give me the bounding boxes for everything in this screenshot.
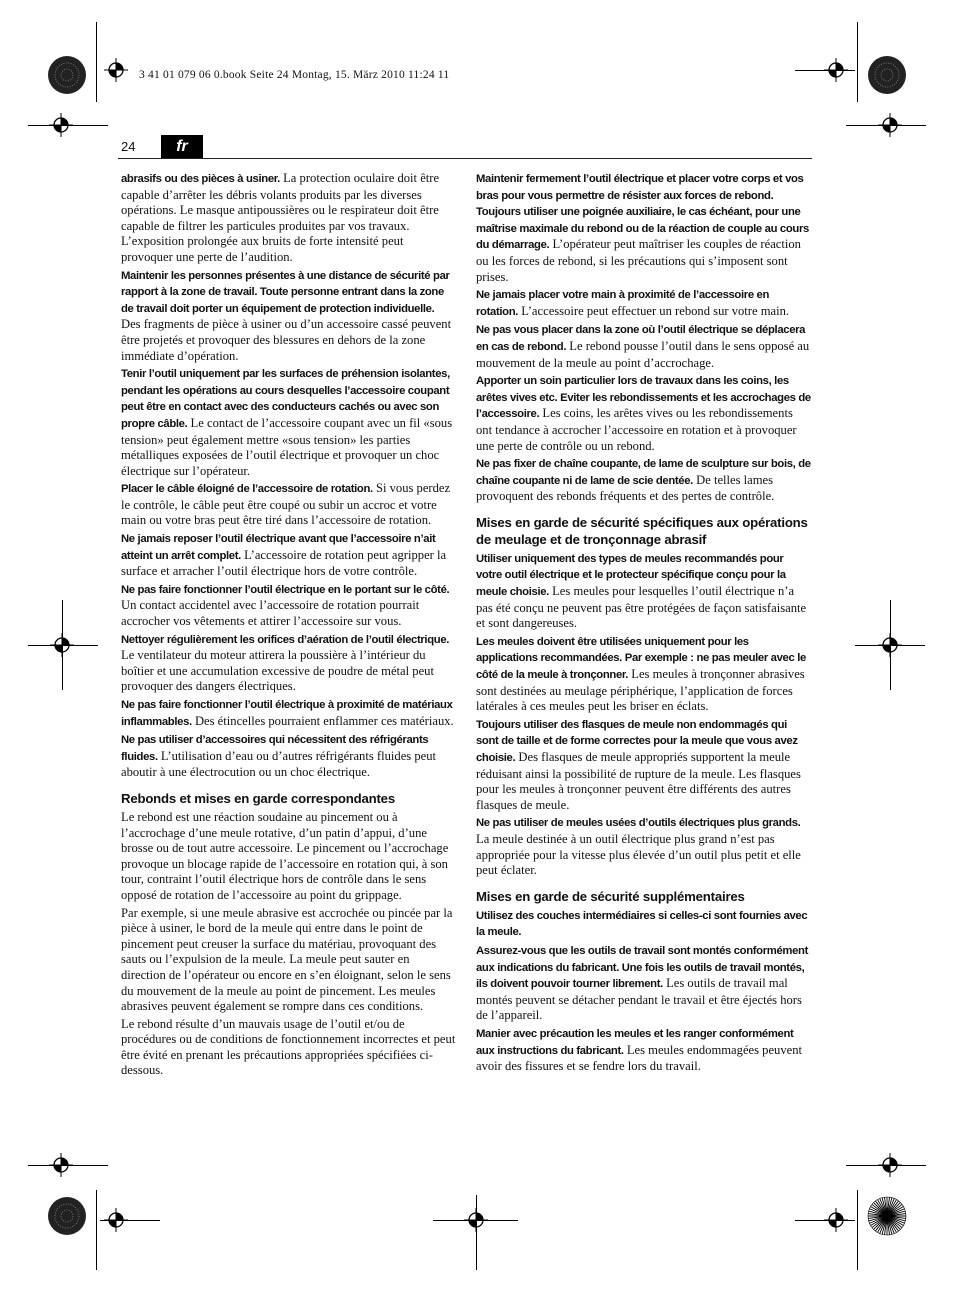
paragraph-lead: Utiliser uniquement des types de meules recommandés pour votre outil électrique et le protecteur spécifique conçu pour la meule choisie. [476, 552, 786, 599]
paragraph-lead: Ne pas vous placer dans la zone où l’outil électrique se déplacera en cas de rebond. [476, 324, 806, 353]
paragraph [121, 582, 457, 630]
paragraph-lead: Maintenir fermement l’outil électrique et placer votre corps et vos bras pour vous permettre de résister aux forces de rebond. Toujours utiliser une poignée auxiliaire, le cas échéant, pour une maîtrise maximale du rebond ou de la réaction de couple au cours du démarrage. [476, 173, 809, 252]
paragraph-lead: Ne jamais placer votre main à proximité de l’accessoire en rotation. [476, 289, 770, 318]
registration-mark-icon [824, 58, 848, 82]
paragraph [476, 551, 812, 632]
book-header-info: 3 41 01 079 06 0.book Seite 24 Montag, 15. März 2010 11:24 11 [139, 69, 450, 81]
paragraph [121, 906, 457, 1015]
section-heading: Mises en garde de sécurité supplémentaires [476, 888, 745, 904]
paragraph-lead: Ne pas fixer de chaîne coupante, de lame de sculpture sur bois, de chaîne coupante ni de lame de scie dentée. [476, 458, 811, 487]
star-target-icon [867, 55, 907, 95]
paragraph-lead: Ne pas faire fonctionner l’outil électrique à proximité de matériaux inflammables. [121, 699, 453, 728]
paragraph-body: L’accessoire peut effectuer un rebond sur votre main. [518, 303, 790, 318]
paragraph-lead: Les meules doivent être utilisées uniquement pour les applications recommandées. Par exemple : ne pas meuler avec le côté de la meule à tronçonner. [476, 635, 806, 682]
paragraph-body: Des flasques de meule appropriés supportent la meule réduisant ainsi la possibilité de rupture de la meule. Les flasques pour les meules à tronçonner peuvent être différents des autres flasques de meule. [476, 750, 801, 812]
paragraph-lead: Nettoyer régulièrement les orifices d’aération de l’outil électrique. [121, 633, 450, 646]
paragraph-body: L’utilisation d’eau ou d’autres réfrigérants fluides peut aboutir à une électrocution ou un choc électrique. [121, 748, 437, 780]
registration-mark-icon [878, 113, 902, 137]
section-heading: Mises en garde de sécurité spécifiques aux opérations de meulage et de tronçonnage abrasif [476, 514, 808, 547]
paragraph [476, 815, 812, 878]
star-target-icon [47, 1196, 87, 1236]
paragraph [121, 1017, 457, 1079]
paragraph [476, 373, 812, 454]
registration-mark-icon [878, 1153, 902, 1177]
paragraph-body: Si vous perdez le contrôle, le câble peut être coupé ou subir un accroc et votre main ou votre bras peut être tiré dans l’accessoire de rotation. [121, 481, 451, 528]
registration-mark-icon [49, 113, 73, 137]
paragraph [476, 908, 812, 941]
paragraph [476, 943, 812, 1024]
paragraph-body: Le rebond résulte d’un mauvais usage de l’outil et/ou de procédures ou de conditions de fonctionnement incorrectes et peut être évité en prenant les précautions appropriées spécifiées ci-dessous. [121, 1016, 456, 1078]
paragraph [121, 632, 457, 695]
paragraph-body: Les meules à tronçonner abrasives sont destinées au meulage périphérique, l’application de forces latérales à ces meules peut les briser en éclats. [476, 667, 805, 714]
paragraph [121, 268, 457, 365]
paragraph-lead: Ne pas utiliser d’accessoires qui nécessitent des réfrigérants fluides. [121, 734, 429, 763]
radial-star-icon [867, 1196, 907, 1236]
paragraph-lead: Assurez-vous que les outils de travail sont montés conformément aux indications du fabricant. Une fois les outils de travail montés, ils doivent pouvoir tourner librement. [476, 944, 808, 991]
paragraph-lead: Tenir l’outil uniquement par les surfaces de préhension isolantes, pendant les opérations au cours desquelles l’accessoire coupant peut être en contact avec des conducteurs cachés ou avec son propre câble. [121, 368, 450, 430]
paragraph-body: Le contact de l’accessoire coupant avec un fil «sous tension» peut également mettre «sous tension» les parties métalliques exposées de l’outil électrique et provoquer un choc électrique sur l’opérateur. [121, 415, 453, 478]
paragraph-body: Le rebond est une réaction soudaine au pincement ou à l’accrochage d’une meule rotative, d’un patin d’appui, d’une brosse ou de tout autre accessoire. Le pincement ou l’accrochage provoque un blocage rapide de l’accessoire en rotation qui, à son tour, contraint l’outil électrique hors de contrôle dans le sens opposé de rotation de l’accessoire au point du grippage. [121, 809, 449, 902]
language-badge: fr [161, 135, 203, 158]
paragraph-body: La protection oculaire doit être capable d’arrêter les débris volants produits par les diverses opérations. Le masque antipoussières ou le respirateur doit être capable de filtrer les particules produites par vos travaux. L’exposition prolongée aux bruits de forte intensité peut provoquer une perte de l’audition. [121, 171, 440, 264]
paragraph [476, 634, 812, 715]
paragraph [121, 366, 457, 479]
paragraph [476, 322, 812, 371]
paragraph [476, 171, 812, 285]
paragraph-body: Les coins, les arêtes vives ou les rebondissements ont tendance à accrocher l’accessoire en rotation et à provoquer une perte de contrôle ou un rebond. [476, 406, 797, 453]
registration-mark-icon [104, 1208, 128, 1232]
paragraph [476, 1026, 812, 1075]
registration-mark-icon [824, 1208, 848, 1232]
star-target-icon [47, 55, 87, 95]
registration-mark-icon [104, 58, 128, 82]
paragraph-body: Des étincelles pourraient enflammer ces matériaux. [191, 713, 454, 728]
registration-mark-icon [464, 1208, 488, 1232]
paragraph-lead: Toujours utiliser des flasques de meule non endommagés qui sont de taille et de forme correctes pour la meule que vous avez choisie. [476, 718, 798, 764]
paragraph [121, 697, 457, 730]
paragraph [476, 717, 812, 814]
page-number: 24 [121, 139, 136, 154]
paragraph [121, 531, 457, 580]
paragraph-lead: Apporter un soin particulier lors de travaux dans les coins, les arêtes vives etc. Eviter les rebondissements et les accrochages de l’accessoire. [476, 375, 811, 421]
paragraph-lead: Ne pas utiliser de meules usées d’outils électriques plus grands. [476, 817, 801, 830]
paragraph [476, 456, 812, 505]
paragraph-body: Le rebond pousse l’outil dans le sens opposé au mouvement de la meule au point d’accrochage. [476, 338, 810, 370]
registration-mark-icon [49, 1153, 73, 1177]
header-rule [118, 158, 812, 159]
paragraph-body: Les meules pour lesquelles l’outil électrique n’a pas été conçu ne peuvent pas être protégées de façon satisfaisante et sont dangereuses. [476, 584, 807, 631]
paragraph-body: Les meules endommagées peuvent avoir des fissures et se fendre lors du travail. [476, 1042, 803, 1074]
paragraph-lead: Ne jamais reposer l’outil électrique avant que l’accessoire n’ait atteint un arrêt complet. [121, 533, 436, 562]
paragraph-body: Par exemple, si une meule abrasive est accrochée ou pincée par la pièce à usiner, le bord de la meule qui entre dans le point de pincement peut creuser la surface du matériau, provoquant des sauts ou l’expulsion de la meule. La meule peut sauter en direction de l’opérateur ou encore en s’en éloignant, selon le sens du mouvement de la meule au point de pincement. Les meules abrasives peuvent également se rompre dans ces conditions. [121, 905, 453, 1014]
paragraph-body: L’accessoire de rotation peut agripper la surface et arracher l’outil électrique hors de votre contrôle. [121, 547, 447, 579]
paragraph-body: Des fragments de pièce à usiner ou d’un accessoire cassé peuvent être projetés et provoquer des blessures en dehors de la zone immédiate d’opération. [121, 317, 452, 363]
paragraph-lead: Utilisez des couches intermédiaires si celles-ci sont fournies avec la meule. [476, 909, 808, 939]
paragraph-lead: Manier avec précaution les meules et les ranger conformément aux instructions du fabricant. [476, 1027, 794, 1057]
registration-mark-icon [50, 633, 74, 657]
paragraph-body: De telles lames provoquent des rebonds fréquents et des pertes de contrôle. [476, 472, 775, 504]
paragraph-body: Un contact accidentel avec l’accessoire de rotation pourrait accrocher vos vêtements et attirer l’accessoire sur vous. [121, 598, 420, 629]
paragraph-body: Le ventilateur du moteur attirera la poussière à l’intérieur du boîtier et une accumulation excessive de poudre de métal peut provoquer des dangers électriques. [121, 648, 434, 694]
section-heading: Rebonds et mises en garde correspondantes [121, 790, 395, 806]
paragraph-lead: abrasifs ou des pièces à usiner. [121, 173, 280, 185]
paragraph-body: Les outils de travail mal montés peuvent se détacher pendant le travail et être éjectés hors de l’appareil. [476, 976, 802, 1023]
paragraph-lead: Placer le câble éloigné de l’accessoire de rotation. [121, 483, 373, 496]
paragraph-body: L’opérateur peut maîtriser les couples de réaction ou les forces de rebond, si les précautions qui s’imposent sont prises. [476, 237, 801, 284]
registration-mark-icon [878, 633, 902, 657]
paragraph-body: La meule destinée à un outil électrique plus grand n’est pas appropriée pour la vitesse plus élevée d’un outil plus petit et elle peut éclater. [476, 831, 801, 878]
paragraph [121, 481, 457, 529]
paragraph [476, 287, 812, 320]
paragraph [121, 732, 457, 781]
paragraph-lead: Ne pas faire fonctionner l’outil électrique en le portant sur le côté. [121, 583, 450, 596]
paragraph [121, 810, 457, 904]
right-column [476, 171, 812, 1077]
left-column [121, 171, 457, 1081]
paragraph-lead: Maintenir les personnes présentes à une distance de sécurité par rapport à la zone de travail. Toute personne entrant dans la zone de travail doit porter un équipement de protection individuelle. [121, 269, 450, 315]
paragraph [121, 171, 457, 266]
